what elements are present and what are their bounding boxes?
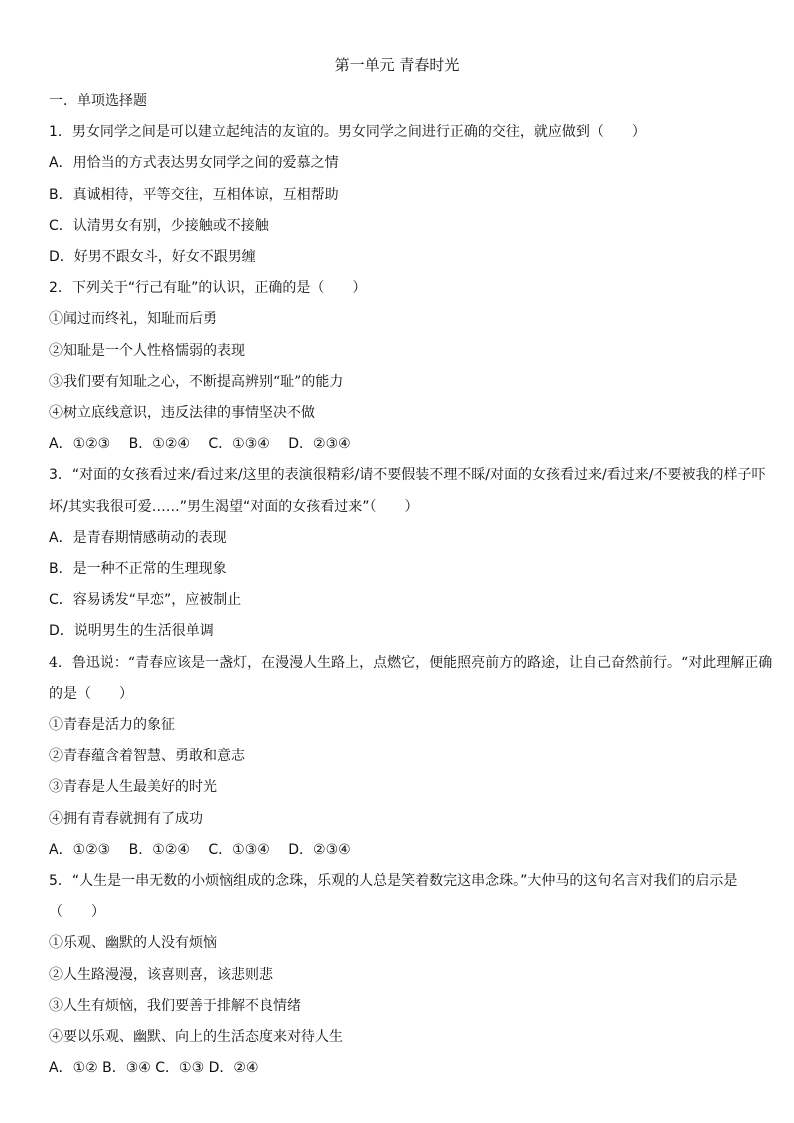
q4-stem: 4．鲁迅说：“青春应该是一盏灯，在漫漫人生路上，点燃它，便能照亮前方的路途，让自己奋然前行。“对此理解正确的是（ ）	[49, 654, 773, 702]
q1-option-c: C．认清男女有别，少接触或不接触	[49, 217, 269, 234]
q4-statement-2: ②青春蕴含着智慧、勇敢和意志	[49, 748, 245, 765]
q5-stem: 5．“人生是一串无数的小烦恼组成的念珠，乐观的人总是笑着数完这串念珠。”大仲马的这句名言对我们的启示是（ ）	[49, 873, 738, 921]
q5-statement-1: ①乐观、幽默的人没有烦恼	[49, 935, 217, 952]
q2-statement-2: ②知耻是一个人性格懦弱的表现	[49, 342, 245, 359]
q2-statement-4: ④树立底线意识，违反法律的事情坚决不做	[49, 405, 315, 422]
q1-stem: 1．男女同学之间是可以建立起纯洁的友谊的。男女同学之间进行正确的交往，就应做到（ ）	[49, 124, 646, 141]
q1-option-b: B．真诚相待，平等交往，互相体谅，互相帮助	[49, 186, 339, 203]
q1-option-d: D．好男不跟女斗，好女不跟男缠	[49, 249, 256, 266]
q3-stem: 3．“对面的女孩看过来/看过来/这里的表演很精彩/请不要假装不理不睬/对面的女孩看过来/看过来/不要被我的样子吓坏/其实我很可爱……”男生渴望“对面的女孩看过来”（ ）	[49, 467, 766, 515]
section-heading: 一．单项选择题	[49, 93, 147, 109]
q3-option-c: C．容易诱发“早恋”，应被制止	[49, 592, 242, 609]
page-title: 第一单元 青春时光	[334, 56, 460, 74]
q5-options: A．①② B．③④ C．①③ D．②④	[49, 1060, 259, 1077]
q2-stem: 2．下列关于“行己有耻”的认识，正确的是（ ）	[49, 280, 367, 297]
question-list	[49, 86, 775, 1085]
q4-statement-4: ④拥有青春就拥有了成功	[49, 810, 203, 827]
q1-option-a: A．用恰当的方式表达男女同学之间的爱慕之情	[49, 155, 339, 172]
q4-statement-3: ③青春是人生最美好的时光	[49, 779, 217, 796]
q4-statement-1: ①青春是活力的象征	[49, 717, 175, 734]
q5-statement-4: ④要以乐观、幽默、向上的生活态度来对待人生	[49, 1029, 343, 1046]
q3-option-a: A．是青春期情感萌动的表现	[49, 529, 227, 546]
q2-statement-3: ③我们要有知耻之心，不断提高辨别“耻”的能力	[49, 373, 344, 390]
q4-options: A．①②③ B．①②④ C．①③④ D．②③④	[49, 841, 351, 858]
q5-statement-3: ③人生有烦恼，我们要善于排解不良情绪	[49, 997, 301, 1014]
q3-option-b: B．是一种不正常的生理现象	[49, 561, 227, 578]
q5-statement-2: ②人生路漫漫，该喜则喜，该悲则悲	[49, 966, 273, 983]
q3-option-d: D．说明男生的生活很单调	[49, 623, 214, 640]
q2-options: A．①②③ B．①②④ C．①③④ D．②③④	[49, 436, 351, 453]
q2-statement-1: ①闻过而终礼，知耻而后勇	[49, 311, 217, 328]
